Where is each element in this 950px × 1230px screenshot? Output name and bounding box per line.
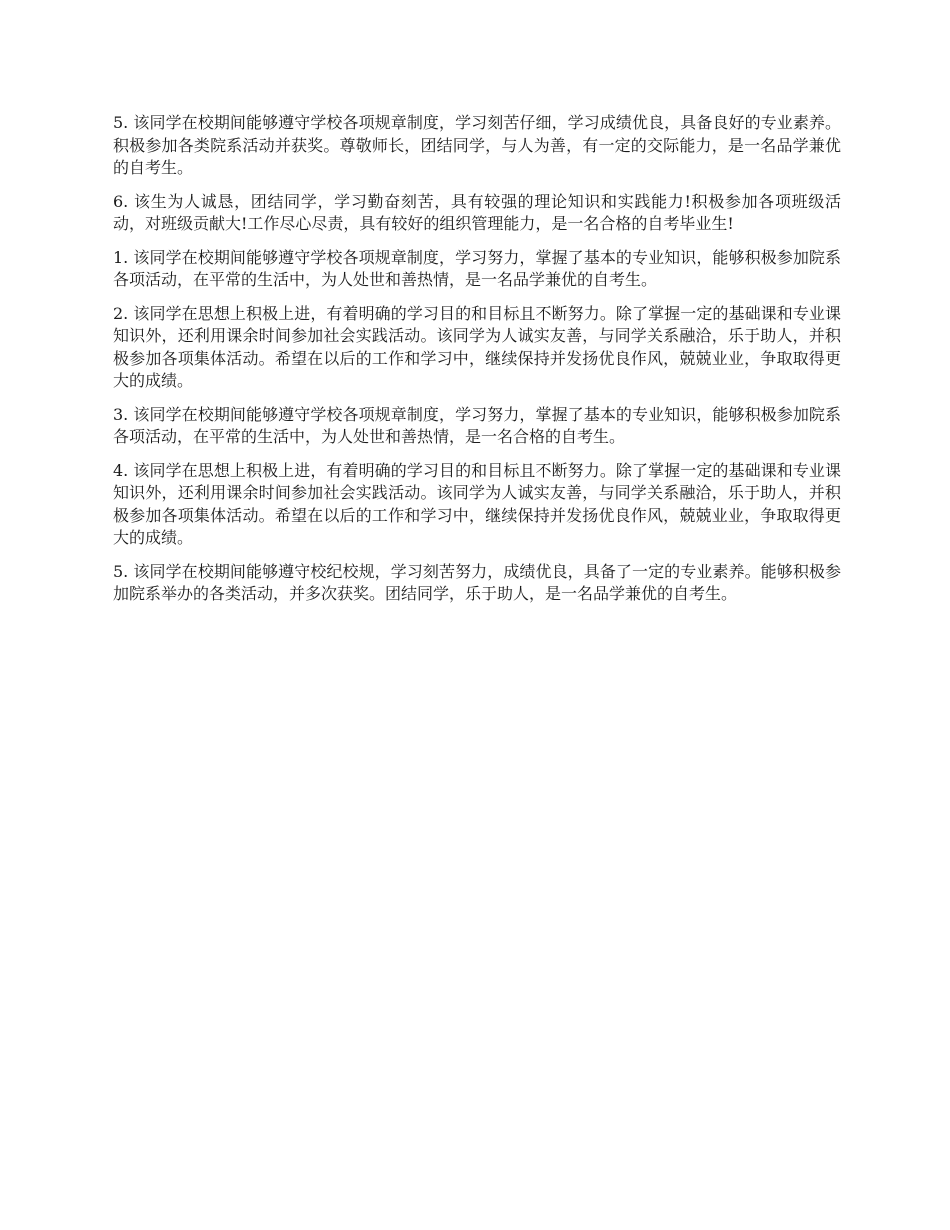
paragraph-7: 5. 该同学在校期间能够遵守校纪校规，学习刻苦努力，成绩优良，具备了一定的专业素养。能够积极参加院系举办的各类活动，并多次获奖。团结同学，乐于助人，是一名品学兼优的自考生。 <box>113 561 841 603</box>
paragraph-2: 6. 该生为人诚恳，团结同学，学习勤奋刻苦，具有较强的理论知识和实践能力!积极参加各项班级活动，对班级贡献大!工作尽心尽责，具有较好的组织管理能力，是一名合格的自考毕业生! <box>113 191 841 233</box>
paragraph-1: 5. 该同学在校期间能够遵守学校各项规章制度，学习刻苦仔细，学习成绩优良，具备良好的专业素养。积极参加各类院系活动并获奖。尊敬师长，团结同学，与人为善，有一定的交际能力，是一名品学兼优的自考生。 <box>113 113 841 177</box>
paragraph-4: 2. 该同学在思想上积极上进，有着明确的学习目的和目标且不断努力。除了掌握一定的基础课和专业课知识外，还利用课余时间参加社会实践活动。该同学为人诚实友善，与同学关系融洽，乐于助人，并积极参加各项集体活动。希望在以后的工作和学习中，继续保持并发扬优良作风，兢兢业业，争取取得更大的成绩。 <box>113 303 841 390</box>
paragraph-3: 1. 该同学在校期间能够遵守学校各项规章制度，学习努力，掌握了基本的专业知识，能够积极参加院系各项活动，在平常的生活中，为人处世和善热情，是一名品学兼优的自考生。 <box>113 247 841 289</box>
paragraph-6: 4. 该同学在思想上积极上进，有着明确的学习目的和目标且不断努力。除了掌握一定的基础课和专业课知识外，还利用课余时间参加社会实践活动。该同学为人诚实友善，与同学关系融洽，乐于助人，并积极参加各项集体活动。希望在以后的工作和学习中，继续保持并发扬优良作风，兢兢业业，争取取得更大的成绩。 <box>113 460 841 547</box>
paragraph-5: 3. 该同学在校期间能够遵守学校各项规章制度，学习努力，掌握了基本的专业知识，能够积极参加院系各项活动，在平常的生活中，为人处世和善热情，是一名合格的自考生。 <box>113 404 841 446</box>
document-body <box>113 112 841 617</box>
